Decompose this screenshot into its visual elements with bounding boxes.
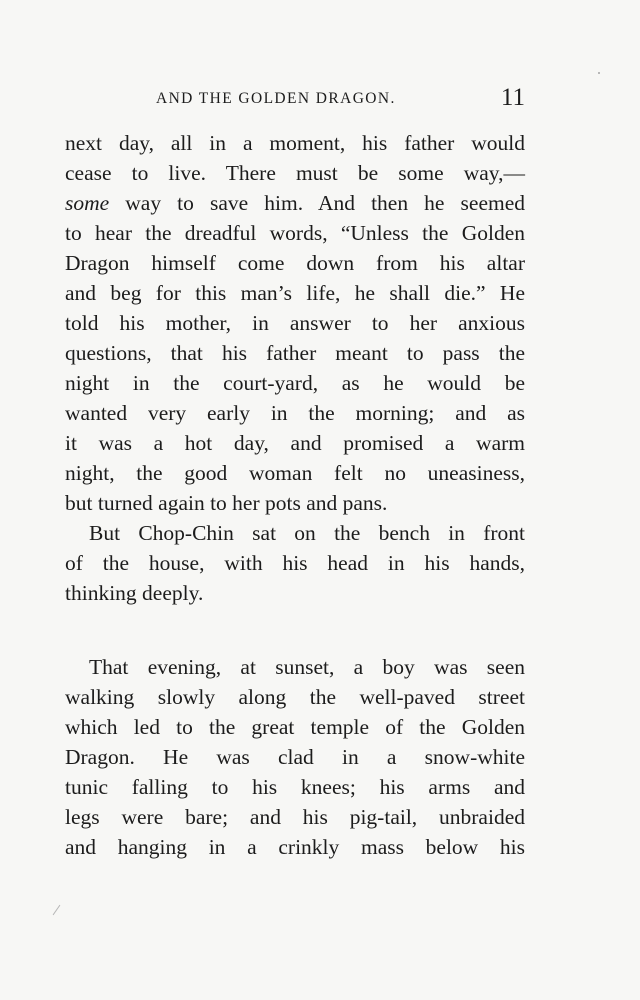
- text-line: of the house, with his head in his hands,: [65, 551, 525, 575]
- text-line: to hear the dreadful words, “Unless the Golden: [65, 221, 525, 245]
- text-line: next day, all in a moment, his father would: [65, 131, 525, 155]
- running-head: AND THE GOLDEN DRAGON.: [156, 90, 396, 107]
- text-line: legs were bare; and his pig-tail, unbraided: [65, 805, 525, 829]
- text-line: night in the court-yard, as he would be: [65, 371, 525, 395]
- text-line: tunic falling to his knees; his arms and: [65, 775, 525, 799]
- body-text: [65, 128, 525, 862]
- text-line: wanted very early in the morning; and as: [65, 401, 525, 425]
- text-line: Dragon. He was clad in a snow-white: [65, 745, 525, 769]
- scan-speck: [53, 905, 61, 915]
- text-line: and hanging in a crinkly mass below his: [65, 835, 525, 859]
- text-line: questions, that his father meant to pass the: [65, 341, 525, 365]
- text-line: it was a hot day, and promised a warm: [65, 431, 525, 455]
- italic-emphasis: some: [65, 191, 110, 215]
- text-line: cease to live. There must be some way,—: [65, 161, 525, 185]
- text-line: thinking deeply.: [65, 581, 204, 605]
- text-line: But Chop-Chin sat on the bench in front: [89, 521, 525, 545]
- scan-speck: [598, 72, 600, 74]
- text-line: Dragon himself come down from his altar: [65, 251, 525, 275]
- text-line: [65, 188, 525, 218]
- section-break: [65, 608, 525, 652]
- page-header: [140, 86, 525, 116]
- text-line: night, the good woman felt no uneasiness,: [65, 461, 525, 485]
- text-line: and beg for this man’s life, he shall die.” He: [65, 281, 525, 305]
- text-line: which led to the great temple of the Golden: [65, 715, 525, 739]
- text-line: That evening, at sunset, a boy was seen: [89, 655, 525, 679]
- text-line: but turned again to her pots and pans.: [65, 491, 388, 515]
- text-line: told his mother, in answer to her anxious: [65, 311, 525, 335]
- text-line: walking slowly along the well-paved street: [65, 685, 525, 709]
- text-segment: way to save him. And then he seemed: [109, 191, 525, 215]
- page-number: 11: [500, 84, 525, 111]
